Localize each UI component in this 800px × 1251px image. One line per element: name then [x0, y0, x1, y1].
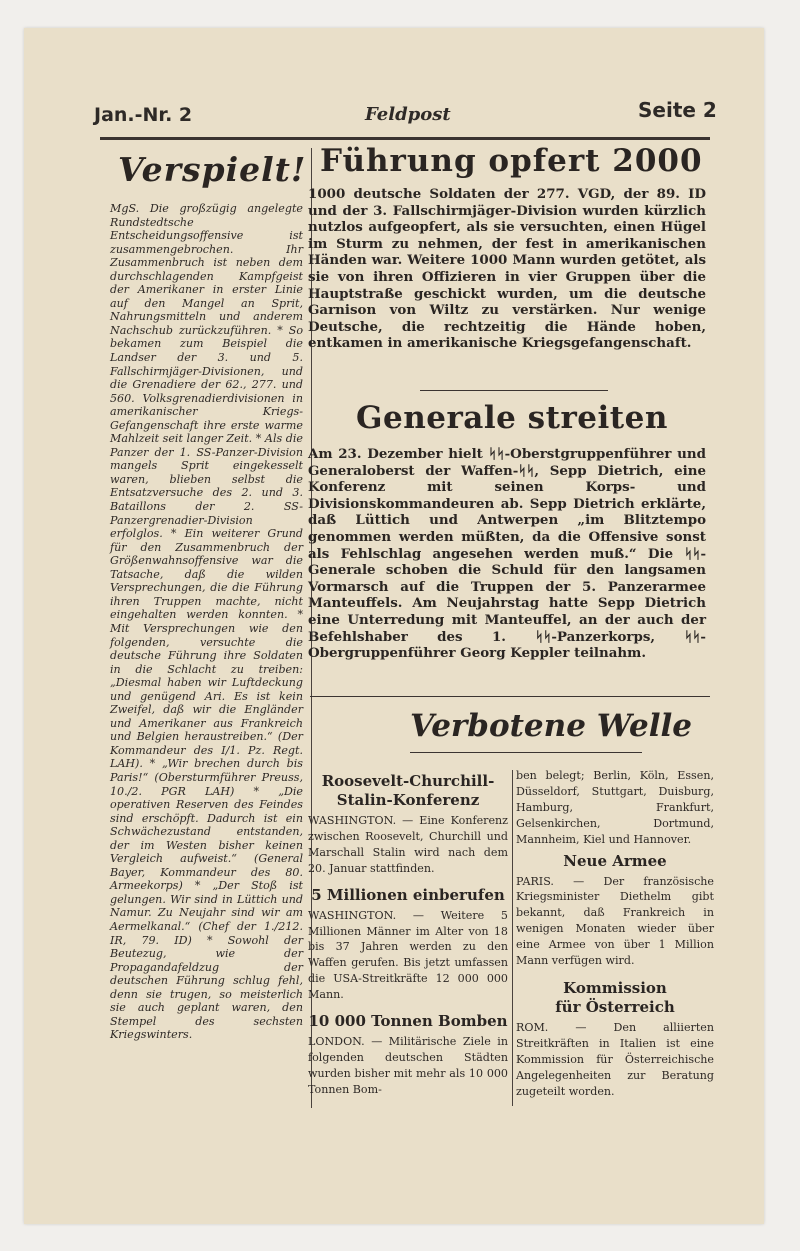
news-item-draft: [308, 886, 508, 1003]
page-number: Seite 2: [638, 98, 717, 122]
news-item-bombs: [308, 1012, 508, 1098]
news-column-1: [308, 772, 508, 1098]
section-title-underline: [410, 752, 642, 753]
second-article-title: Generale streiten: [356, 400, 668, 436]
news-title-bombs: 10 000 Tonnen Bomben: [308, 1012, 508, 1031]
masthead-title: Feldpost: [365, 104, 451, 125]
news-title-conference-line1: Roosevelt-Churchill-: [321, 772, 495, 790]
issue-number: Jan.-Nr. 2: [94, 104, 193, 126]
news-column-2: [516, 768, 714, 1100]
section-title: Verbotene Welle: [410, 708, 692, 744]
news-item-commission: [516, 979, 714, 1100]
news-title-commission-line1: Kommission: [563, 978, 667, 997]
second-article-body: Am 23. Dezember hielt ᛋᛋ-Oberstgruppenführer und Generaloberst der Waffen-ᛋᛋ, Sepp Dietrich, eine Konferenz mit seinen Korps- und Divisionskommandeuren ab. Sepp Dietrich erklärte, daß Lüttich und Antwerpen „im Blitztempo genommen werden müßten, da die Offensive sonst als Fehlschlag angesehen werden muß.“ Die ᛋᛋ-Generale schoben die Schuld für den langsamen Vormarsch auf die Truppen der 5. Panzerarmee Manteuffels. Am Neujahrstag hatte Sepp Dietrich eine Unterredung mit Manteuffel, an der auch der Befehlshaber des 1. ᛋᛋ-Panzerkorps, ᛋᛋ-Obergruppenführer Georg Keppler teilnahm.: [308, 446, 706, 662]
lead-article: [308, 186, 706, 352]
article-separator: [420, 390, 608, 391]
news-body-commission: ROM. — Den alliierten Streitkräften in Italien ist eine Kommission für Österreichische Angelegenheiten zur Beratung zugeteilt worden.: [516, 1020, 714, 1098]
news-body-army: PARIS. — Der französische Kriegsminister Diethelm gibt bekannt, daß Frankreich in wenigen Monaten wieder über eine Armee von über 1 Million Mann verfügen wird.: [516, 874, 714, 968]
news-title-conference-line2: Stalin-Konferenz: [336, 791, 480, 809]
news-body-bombs-continued: ben belegt; Berlin, Köln, Essen, Düsseldorf, Stuttgart, Duisburg, Hamburg, Frankfurt, Gelsenkirchen, Dortmund, Mannheim, Kiel und Hannover.: [516, 769, 714, 846]
news-title-commission-line2: für Österreich: [555, 997, 675, 1016]
news-body-conference: WASHINGTON. — Eine Konferenz zwischen Roosevelt, Churchill und Marschall Stalin wird nach dem 20. Januar stattfinden.: [308, 814, 508, 875]
news-body-draft: WASHINGTON. — Weitere 5 Millionen Männer im Alter von 18 bis 37 Jahren werden zu den Waffen gerufen. Bis jetzt umfassen die USA-Streitkräfte 12 000 000 Mann.: [308, 908, 508, 1002]
news-body-bombs: LONDON. — Militärische Ziele in folgenden deutschen Städten wurden bisher mit mehr als 10 000 Tonnen Bom-: [308, 1035, 508, 1096]
left-article: [110, 202, 303, 1042]
lead-article-body: 1000 deutsche Soldaten der 277. VGD, der 89. ID und der 3. Fallschirmjäger-Division wurden kürzlich nutzlos aufgeopfert, als sie versuchten, einen Hügel im Sturm zu nehmen, der fest in amerikanischen Händen war. Weitere 1000 Mann wurden getötet, als sie von ihren Offizieren in vier Gruppen über die Hauptstraße geschickt wurden, um die deutsche Garnison von Wiltz zu verstärken. Nur wenige Deutsche, die rechtzeitig die Hände hoben, entkamen in amerikanische Kriegsgefangenschaft.: [308, 186, 706, 352]
news-item-army: [516, 852, 714, 969]
news-title-army: Neue Armee: [563, 851, 667, 870]
left-article-body: MgS. Die großzügig angelegte Rundstedtsche Entscheidungsoffensive ist zusammengebrochen. Ihr Zusammenbruch ist neben dem durchschlagenden Kampfgeist der Amerikaner in erster Linie auf den Mangel an Sprit, Nahrungsmitteln und anderem Nachschub zurückzuführen. * So bekamen zum Beispiel die Landser der 3. und 5. Fallschirmjäger-Divisionen, und die Grenadiere der 62., 277. und 560. Volksgrenadierdivisionen in amerikanischer Kriegs-Gefangenschaft ihre erste warme Mahlzeit seit langer Zeit. * Als die Panzer der 1. SS-Panzer-Division mangels Sprit eingekesselt waren, blieben selbst die Entsatzversuche des 2. und 3. Bataillons der 2. SS-Panzergrenadier-Division erfolglos. * Ein weiterer Grund für den Zusammenbruch der Größenwahnsoffensive war die Tatsache, daß die wilden Versprechungen, die die Führung ihren Truppen machte, nicht eingehalten werden konnten. * Mit Versprechungen wie den folgenden, versuchte die deutsche Führung ihre Soldaten in die Schlacht zu treiben: „Diesmal haben wir Luftdeckung und genügend Ari. Es ist kein Zweifel, daß wir die Engländer und Amerikaner aus Frankreich und Belgien heraustreiben.“ (Der Kommandeur des I/1. Pz. Regt. LAH). * „Wir brechen durch bis Paris!“ (Obersturmführer Preuss, 10./2. PGR LAH) * „Die operativen Reserven des Feindes sind erschöpft. Dadurch ist ein Schwächezustand entstanden, der im Westen bisher keinen Vergleich aufweist.“ (General Bayer, Kommandeur des 80. Armeekorps) * „Der Stoß ist gelungen. Wir sind in Lüttich und Namur. Zu Neujahr sind wir am Aermelkanal.“ (Chef der 1./212. IR, 79. ID) * Sowohl der Beutezug, wie der Propagandafeldzug der deutschen Führung schlug fehl, denn sie trugen, so meisterlich sie auch geplant waren, den Stempel des sechsten Kriegswinters.: [110, 202, 303, 1042]
news-item-conference: [308, 772, 508, 877]
second-article: [308, 446, 706, 662]
news-title-draft: 5 Millionen einberufen: [311, 885, 505, 904]
lead-article-title: Führung opfert 2000: [320, 143, 703, 179]
header-rule: [100, 137, 710, 140]
section-rule: [310, 696, 710, 697]
column-divider-news: [512, 770, 513, 1106]
left-article-title: Verspielt!: [118, 150, 307, 189]
